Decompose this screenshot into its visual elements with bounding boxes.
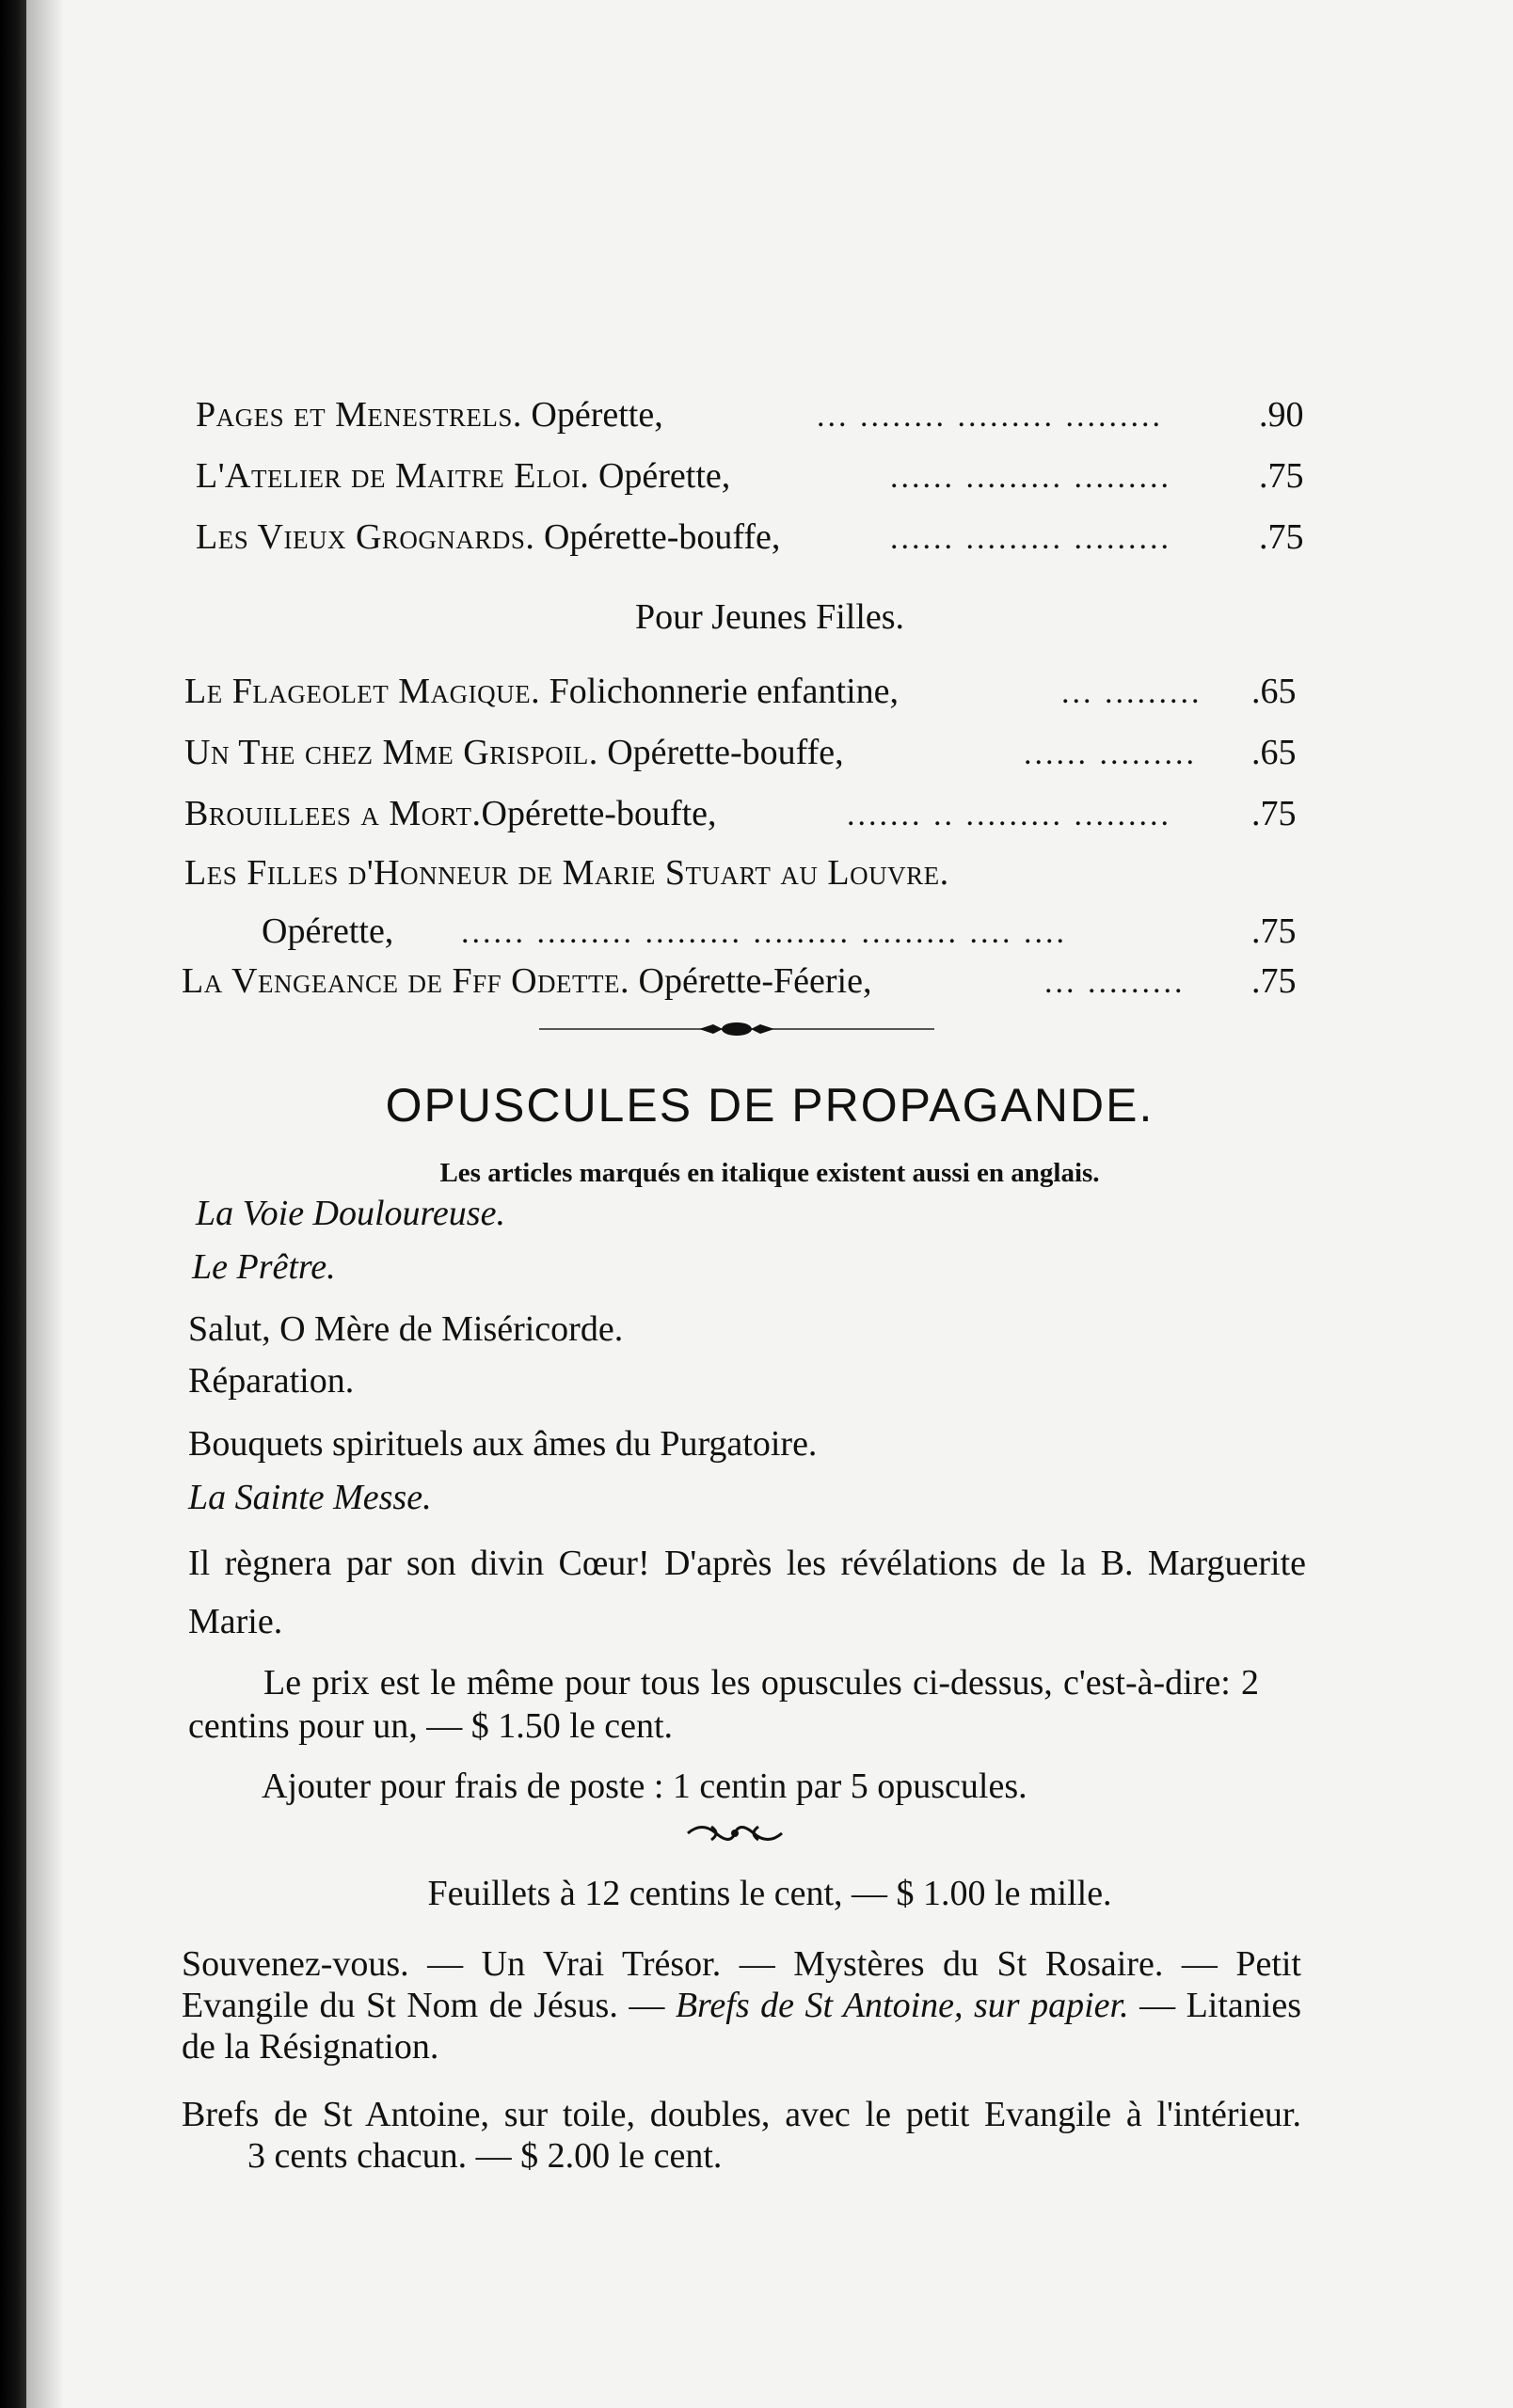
opuscule-item: Bouquets spirituels aux âmes du Purgatoire. xyxy=(188,1424,818,1464)
book-spine xyxy=(0,0,26,2408)
feuillets-list-part: — Litanies de la Résignation. xyxy=(182,1986,1301,2067)
entry-price: .75 xyxy=(1259,517,1304,557)
feuillets-list-italic: Brefs de St Antoine, sur papier. xyxy=(675,1986,1129,2025)
entry-price: .75 xyxy=(1251,911,1297,951)
entry-desc: Opérette, xyxy=(521,395,663,435)
entry-desc: Opérette-boufte, xyxy=(481,794,717,833)
ornamental-divider xyxy=(539,1020,934,1038)
opuscule-item: Salut, O Mère de Miséricorde. xyxy=(188,1309,624,1349)
leader-dots: ... ......... xyxy=(1044,965,1186,1000)
entry-price: .75 xyxy=(1259,456,1304,496)
flourish-ornament xyxy=(683,1817,787,1849)
opuscules-heading: OPUSCULES DE PROPAGANDE. xyxy=(385,1079,1155,1132)
opuscule-item: La Voie Douloureuse. xyxy=(196,1194,505,1233)
prix-paragraph: Le prix est le même pour tous les opuscules ci-dessus, c'est-à-dire: 2 centins pour un, — $ 1.50 le cent. xyxy=(188,1663,1259,1746)
page-content xyxy=(26,0,1513,2408)
entry-desc: Opérette, xyxy=(262,911,394,951)
leader-dots: ....... .. ......... ......... xyxy=(847,798,1171,832)
entry-title: L'Atelier de Maitre Eloi. xyxy=(196,456,590,496)
entry-price: .65 xyxy=(1251,733,1297,772)
entry-desc: Opérette-bouffe, xyxy=(597,733,844,772)
page xyxy=(26,0,1513,2408)
entry-title: La Vengeance de Fff Odette. xyxy=(182,961,630,1001)
entry-title: Les Filles d'Honneur de Marie Stuart au Louvre. xyxy=(184,853,949,893)
brefs-price: 3 cents chacun. — $ 2.00 le cent. xyxy=(247,2136,723,2176)
regnera-paragraph: Il règnera par son divin Cœur! D'après les révélations de la B. Marguerite Marie. xyxy=(188,1544,1306,1641)
brefs-paragraph xyxy=(182,2094,1301,2177)
opuscules-note: Les articles marqués en italique existent aussi en anglais. xyxy=(439,1158,1100,1188)
entry-price: .90 xyxy=(1259,395,1304,435)
entry-desc: Opérette-Féerie, xyxy=(629,961,872,1001)
brefs-text: Brefs de St Antoine, sur toile, doubles, avec le petit Evangile à l'intérieur. xyxy=(182,2095,1301,2134)
feuillets-list xyxy=(182,1943,1301,2067)
entry-title: Pages et Menestrels. xyxy=(196,395,522,435)
opuscule-item: Le Prêtre. xyxy=(192,1247,336,1287)
leader-dots: ...... ......... ......... ......... ......... .... .... xyxy=(461,915,1067,950)
leader-dots: ... ......... xyxy=(1061,675,1202,710)
entry-price: .65 xyxy=(1251,672,1297,711)
leader-dots: ...... ......... ......... xyxy=(890,460,1171,495)
entry-title: Brouillees a Mort. xyxy=(184,794,482,833)
entry-price: .75 xyxy=(1251,794,1297,833)
entry-title: Un The chez Mme Grispoil. xyxy=(184,733,598,772)
entry-desc: Opérette, xyxy=(589,456,731,496)
section-heading-jeunes-filles: Pour Jeunes Filles. xyxy=(634,597,905,637)
leader-dots: ... ........ ......... ......... xyxy=(817,399,1163,434)
entry-desc: Folichonnerie enfantine, xyxy=(540,672,900,711)
feuillets-list-part: Souvenez-vous. — Un Vrai Trésor. — Mystères du St Rosaire. — Petit Evangile du St Nom de Jésus. — xyxy=(182,1944,1301,2025)
feuillets-heading: Feuillets à 12 centins le cent, — $ 1.00 le mille. xyxy=(427,1874,1112,1913)
entry-desc: Opérette-bouffe, xyxy=(534,517,781,557)
poste-line: Ajouter pour frais de poste : 1 centin par 5 opuscules. xyxy=(262,1766,1027,1806)
opuscule-item: La Sainte Messe. xyxy=(188,1478,432,1517)
leader-dots: ...... ......... ......... xyxy=(890,521,1171,556)
entry-title: Le Flageolet Magique. xyxy=(184,672,541,711)
leader-dots: ...... ......... xyxy=(1024,737,1197,771)
entry-title: Les Vieux Grognards. xyxy=(196,517,535,557)
opuscule-item: Réparation. xyxy=(188,1361,355,1401)
entry-price: .75 xyxy=(1251,961,1297,1001)
